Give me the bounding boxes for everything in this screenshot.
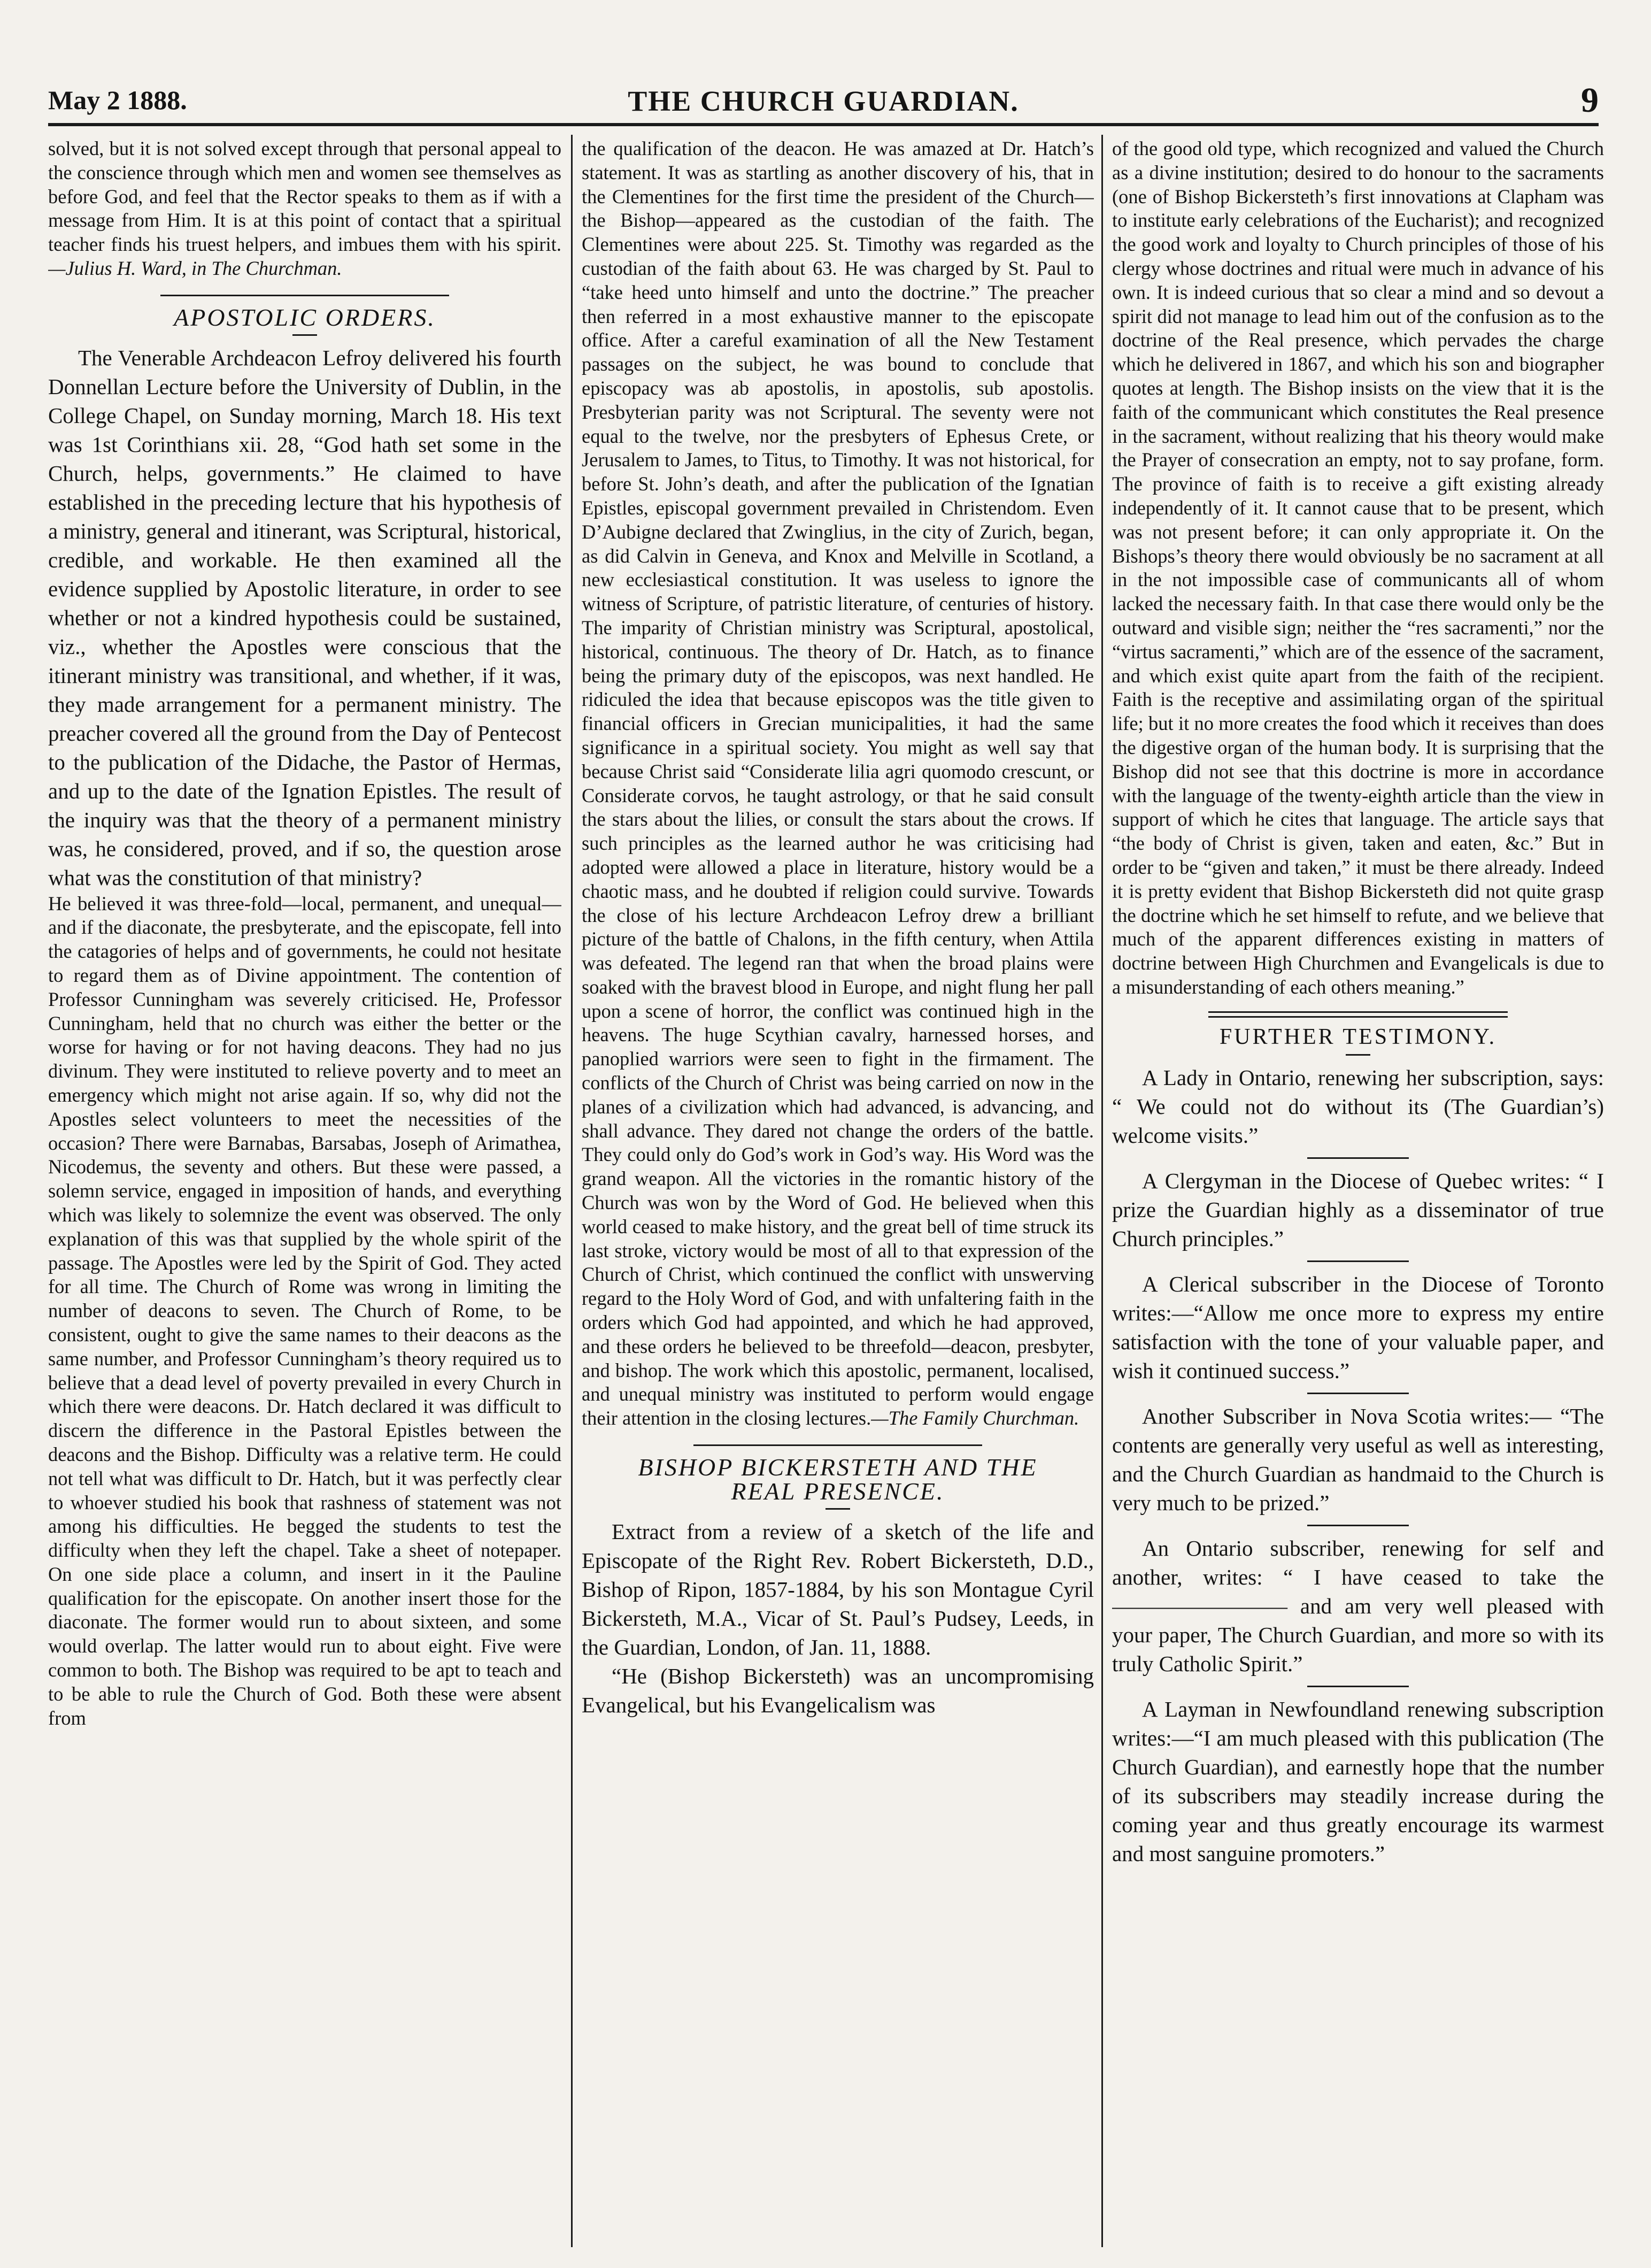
heading-rule <box>1346 1054 1370 1056</box>
testimonial-separator <box>1307 1260 1409 1262</box>
column-divider <box>1101 135 1103 2247</box>
testimonial-separator <box>1307 1525 1409 1526</box>
heading-rule <box>826 1508 850 1510</box>
continued-paragraph: solved, but it is not solved except through that personal appeal to the conscience through which men and women see themselves as before God, and feel that the Rector speaks to them as if with a message from Him. It is at this point of contact that a spiritual teacher finds his truest helpers, and imbues them with his spirit. —Julius H. Ward, in The Churchman. <box>48 137 561 279</box>
article-heading-further-testimony: FURTHER TESTIMONY. <box>1219 1024 1497 1049</box>
newspaper-title: THE CHURCH GUARDIAN. <box>628 85 1019 117</box>
article-paragraph: “He (Bishop Bickersteth) was an uncompromising Evangelical, but his Evangelicalism was <box>582 1663 1094 1717</box>
column-divider <box>571 135 573 2247</box>
article-paragraph: The Venerable Archdeacon Lefroy delivered his fourth Donnellan Lecture before the University of Dublin, in the College Chapel, on Sunday morning, March 18. His text was 1st Corinthians xii. 28, “God hath set some in the Church, helps, governments.” He claimed to have established in the preceding lecture that his hypothesis of a ministry, general and itinerant, was Scriptural, historical, credible, and workable. He then examined all the evidence supplied by Apostolic literature, in order to see whether or not a kindred hypothesis could be sustained, viz., whether the Apostles were conscious that the itinerant ministry was transitional, and whether, if it was, they made arrangement for a permanent ministry. The preacher covered all the ground from the Day of Pentecost to the publication of the Didache, the Pastor of Hermas, and up to the date of the Ignation Epistles. The result of the inquiry was that the theory of a permanent ministry was, he considered, proved, and if so, the question arose what was the constitution of that ministry? <box>48 345 561 890</box>
article-attribution: —Julius H. Ward, in The Churchman. <box>48 257 342 279</box>
testimonial-separator <box>1307 1157 1409 1159</box>
article-heading-apostolic-orders: APOSTOLIC ORDERS. <box>174 303 436 331</box>
article-heading-line: BISHOP BICKERSTETH AND THE <box>638 1454 1038 1481</box>
column-3 <box>1112 137 1604 2244</box>
masthead <box>48 80 1599 126</box>
article-paragraph: He believed it was three-fold—local, permanent, and unequal—and if the diaconate, the presbyterate, and the episcopate, fell into the catagories of helps and of governments, he could not hesitate to regard them as of Divine appointment. The contention of Professor Cunningham was severely criticised. He, Professor Cunningham, held that no church was either the better or the worse for having or for not having deacons. They had no jus divinum. They were instituted to relieve poverty and to meet an emergency which might not arise again. If so, why did not the Apostles select volunteers to meet the necessities of the occasion? There were Barnabas, Barsabas, Joseph of Arimathea, Nicodemus, the seventy and others. But these were passed, a solemn service, engaged in imposition of hands, and everything which was likely to solemnize the event was observed. The only explanation of this was that supplied by the whole spirit of the passage. The Apostles were led by the Spirit of God. They acted for all time. The Church of Rome was wrong in limiting the number of deacons to seven. The Church of Rome, to be consistent, ought to give the same names to their deacons as the same number, and Professor Cunningham’s theory required us to believe that a dead level of poverty prevailed in every Church in which there were deacons. Dr. Hatch declared it was difficult to discern the difference in the Pastoral Epistles between the deacons and the Bishop. Difficulty was a relative term. He could not tell what was difficult to Dr. Hatch, but it was perfectly clear to whoever studied his book that rashness of statement was not among his difficulties. He begged the students to test the difficulty when they left the chapel. Take a sheet of notepaper. On one side place a column, and insert in it the Pauline qualification for the episcopate. On another insert those for the diaconate. The former would run to about sixteen, and some would overlap. The latter would run to about eight. Five were common to both. The Bishop was required to be apt to teach and to be able to rule the Church of God. Both these were absent from <box>48 892 561 1729</box>
issue-date: May 2 1888. <box>48 85 187 115</box>
page-number: 9 <box>1581 81 1599 120</box>
testimonial-separator <box>1307 1686 1409 1687</box>
heading-rule <box>292 334 317 336</box>
testimonial: A Layman in Newfoundland renewing subscription writes:—“I am much pleased with this publication (The Church Guardian), and earnestly hope that the number of its subscribers may steadily increase during the coming year and thus greatly encourage its warmest and most sanguine promoters.” <box>1112 1697 1604 1866</box>
testimonials <box>1112 1063 1604 1868</box>
section-double-rule <box>1208 1011 1508 1018</box>
section-rule <box>160 295 449 296</box>
testimonial: An Ontario subscriber, renewing for self and another, writes: “ I have ceased to take the ———————— and am very well pleased with your paper, The Church Guardian, and more so with its truly Catholic Spirit.” <box>1112 1536 1604 1677</box>
column-1 <box>48 137 561 2244</box>
column-2 <box>582 137 1094 2244</box>
article-paragraph: of the good old type, which recognized and valued the Church as a divine institution; desired to do honour to the sacraments (one of Bishop Bickersteth’s first innovations at Clapham was to institute early celebrations of the Eucharist); and recognized the good work and loyalty to Church principles of those of his clergy whose doctrines and ritual were much in advance of his own. It is indeed curious that so clear a mind and so devout a spirit did not manage to lead him out of the confusion as to the doctrine of the Real presence, which pervades the charge which he delivered in 1867, and which his son and biographer quotes at length. The Bishop insists on the view that it is the faith of the communicant which constitutes the Real presence in the sacrament, without realizing that his theory would make the Prayer of consecration an empty, not to say profane, form. The province of faith is to receive a gift existing already independently of it. It cannot cause that to be present, which was not present before; it can only appropriate it. On the Bishops’s theory there would obviously be no sacrament at all in the not impossible case of communicants all of whom lacked the necessary faith. In that case there would only be the outward and visible sign; neither the “res sacramenti,” nor the “virtus sacramenti,” which are of the essence of the sacrament, and which exist quite apart from the faith of the recipient. Faith is the receptive and assimilating organ of the spiritual life; but it no more creates the food which it receives than does the digestive organ of the human body. It is surprising that the Bishop did not see that this doctrine is more in accordance with the language of the twenty-eighth article than the view in support of which he cites that language. The article says that “the body of Christ is given, taken and eaten, &c.” But in order to be “given and taken,” it must be there already. Indeed it is pretty evident that Bishop Bickersteth did not quite grasp the doctrine which he set himself to refute, and we believe that much of the apparent differences existing in matters of doctrine between High Churchmen and Evangelicals is due to a misunderstanding of each others meaning.” <box>1112 137 1604 998</box>
article-paragraph: the qualification of the deacon. He was amazed at Dr. Hatch’s statement. It was as startling as another discovery of his, that in the Clementines for the first time the president of the Church—the Bishop—appeared as the custodian of the faith. The Clementines were about 225. St. Timothy was regarded as the custodian of the faith about 63. He was charged by St. Paul to “take heed unto himself and unto the doctrine.” The preacher then referred in a most exhaustive manner to the episcopate office. After a careful examination of all the New Testament passages on the subject, he was bound to conclude that episcopacy was ab apostolis, in apostolis, sub apostolis. Presbyterian parity was not Scriptural. The seventy were not equal to the twelve, nor the presbyters of Ephesus Crete, or Jerusalem to James, to Titus, to Timothy. It was not historical, for before St. John’s death, and after the publication of the Ignatian Epistles, episcopal government prevailed in Christendom. Even D’Aubigne declared that Zwinglius, in the city of Zurich, began, as did Calvin in Geneva, and Knox and Melville in Scotland, a new ecclesiastical constitution. It was useless to ignore the witness of Scripture, of patristic literature, of centuries of history. The imparity of Christian ministry was Scriptural, apostolical, historical, continuous. The theory of Dr. Hatch, as to finance being the primary duty of the episcopos, was next handled. He ridiculed the idea that because episcopos was the title given to financial officers in Grecian municipalities, it had the same significance in a spiritual society. You might as well say that because Christ said “Considerate lilia agri quomodo crescunt, or Considerate corvos, he taught astrology, or that he said consult the stars about the lilies, or consult the stars about the crows. If such principles as the learned author he was criticising had adopted were allowed a place in literature, history would be a chaotic mass, and he doubted if religion could survive. Towards the close of his lecture Archdeacon Lefroy drew a brilliant picture of the battle of Chalons, in the fifth century, when Attila was defeated. The legend ran that when the broad plains were soaked with the bravest blood in Europe, and night flung her pall upon a scene of horror, the conflict was continued high in the heavens. The huge Scythian cavalry, harnessed horses, and panoplied warriors were seen to fight in the firmament. The conflicts of the Church of Christ was being carried on now in the planes of a civilization which had advanced, is advancing, and shall advance. They dared not change the orders of the battle. They could only do God’s work in God’s way. His Word was the grand weapon. All the victories in the romantic history of the Church was won by the Word of God. He believed when this world ceased to make history, and the great bell of time struck its last stroke, victory would be most of all to that expression of the Church of Christ, which continued the conflict with unswerving regard to the Holy Word of God, and with unfaltering faith in the orders which God had appointed, and which he had approved, and these orders he believed to be threefold—deacon, presbyter, and bishop. The work which this apostolic, permanent, localised, and unequal ministry was instituted to perform would engage their attention in the closing lectures.—The Family Churchman. <box>582 137 1094 1429</box>
testimonial: A Clerical subscriber in the Diocese of Toronto writes:—“Allow me once more to express my entire satisfaction with the tone of your valuable paper, and wish it continued success.” <box>1112 1272 1604 1383</box>
testimonial: Another Subscriber in Nova Scotia writes:— “The contents are generally very useful as well as interesting, and the Church Guardian as handmaid to the Church is very much to be prized.” <box>1112 1404 1604 1516</box>
section-rule <box>693 1444 982 1446</box>
article-heading-line: REAL PRESENCE. <box>731 1477 945 1505</box>
testimonial-separator <box>1307 1393 1409 1394</box>
article-intro: Extract from a review of a sketch of the life and Episcopate of the Right Rev. Robert Bickersteth, D.D., Bishop of Ripon, 1857-1884, by his son Montague Cyril Bickersteth, M.A., Vicar of St. Paul’s Pudsey, Leeds, in the Guardian, London, of Jan. 11, 1888. <box>582 1519 1094 1659</box>
testimonial: A Clergyman in the Diocese of Quebec writes: “ I prize the Guardian highly as a disseminator of true Church principles.” <box>1112 1168 1604 1251</box>
article-attribution: —The Family Churchman. <box>871 1407 1079 1429</box>
testimonial: A Lady in Ontario, renewing her subscription, says: “ We could not do without its (The Guardian’s) welcome visits.” <box>1112 1065 1604 1148</box>
